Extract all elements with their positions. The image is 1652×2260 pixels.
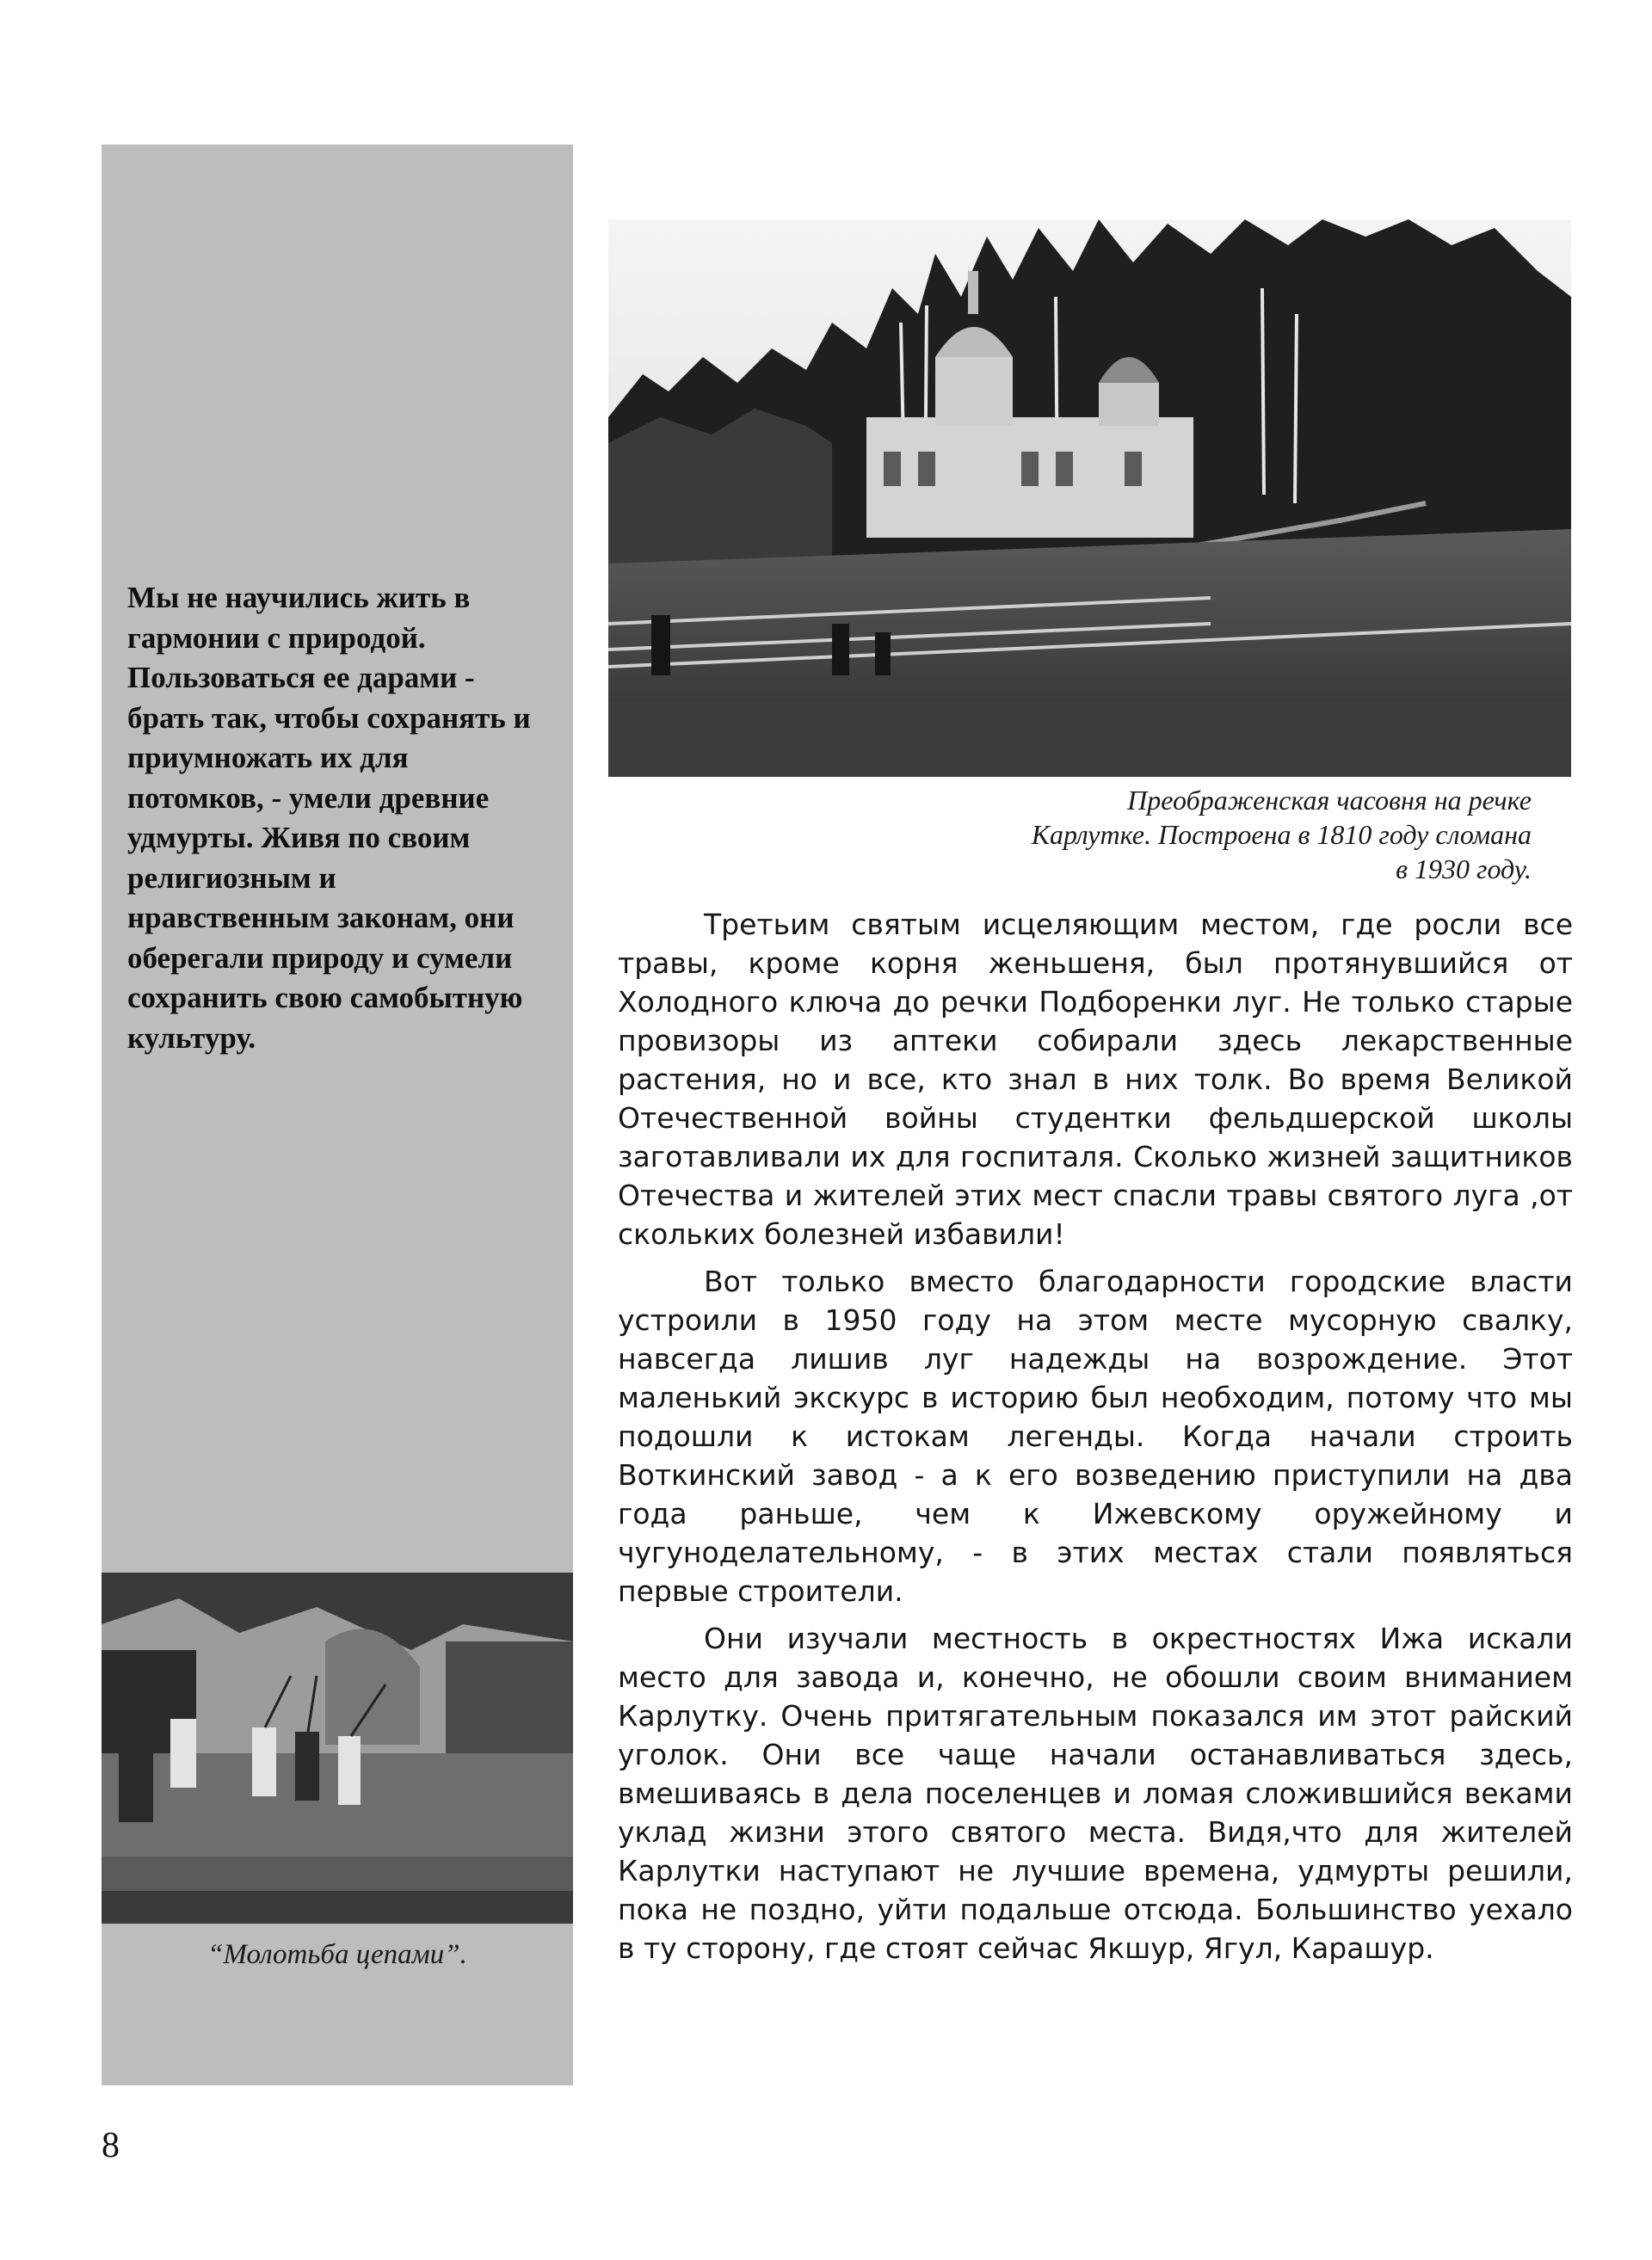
chapel-photo-caption: Преображенская часовня на речке Карлутке. Построена в 1810 году сломана в 1930 году.: [1031, 785, 1532, 884]
threshing-photo: [102, 1573, 573, 1924]
page-number: 8: [102, 2126, 120, 2165]
threshing-photo-caption: “Молотьба цепами”.: [207, 1939, 467, 1970]
main-article-text: [618, 905, 1573, 1976]
article-paragraph: Они изучали местность в окрестностях Ижа искали место для завода и, конечно, не обошли своим вниманием Карлутку. Очень притягательным показался им этот райский уголок. Они все чаще начали останавливаться здесь, вмешиваясь в дела поселенцев и ломая сложившийся веками уклад жизни этого святого места. Видя,что для жителей Карлутки наступают не лучшие времена, удмурты решили, пока не поздно, уйти подальше отсюда. Большинство уехало в ту сторону, где стоят сейчас Якшур, Ягул, Карашур.: [618, 1622, 1573, 1965]
article-paragraph: Третьим святым исцеляющим местом, где росли все травы, кроме корня женьшеня, был протянувшийся от Холодного ключа до речки Подборенки луг. Не только старые провизоры из аптеки собирали здесь лекарственные растения, но и все, кто знал в них толк. Во время Великой Отечественной войны студентки фельдшерской школы заготавливали их для госпиталя. Сколько жизней защитников Отечества и жителей этих мест спасли травы святого луга ,от скольких болезней избавили!: [618, 908, 1573, 1251]
sidebar-quote: Мы не научились жить в гармонии с природой. Пользоваться ее дарами - брать так, чтобы сохранять и приумножать их для потомков, - умели древние удмурты. Живя по своим религиозным и нравственным законам, они оберегали природу и сумели сохранить свою самобытную культуру.: [127, 581, 531, 1055]
chapel-photo: [608, 219, 1571, 777]
article-paragraph: Вот только вместо благодарности городские власти устроили в 1950 году на этом месте мусорную свалку, навсегда лишив луг надежды на возрождение. Этот маленький экскурс в историю был необходим, потому что мы подошли к истокам легенды. Когда начали строить Воткинский завод - а к его возведению приступили на два года раньше, чем к Ижевскому оружейному и чугуноделательному, - в этих местах стали появляться первые строители.: [618, 1265, 1573, 1608]
